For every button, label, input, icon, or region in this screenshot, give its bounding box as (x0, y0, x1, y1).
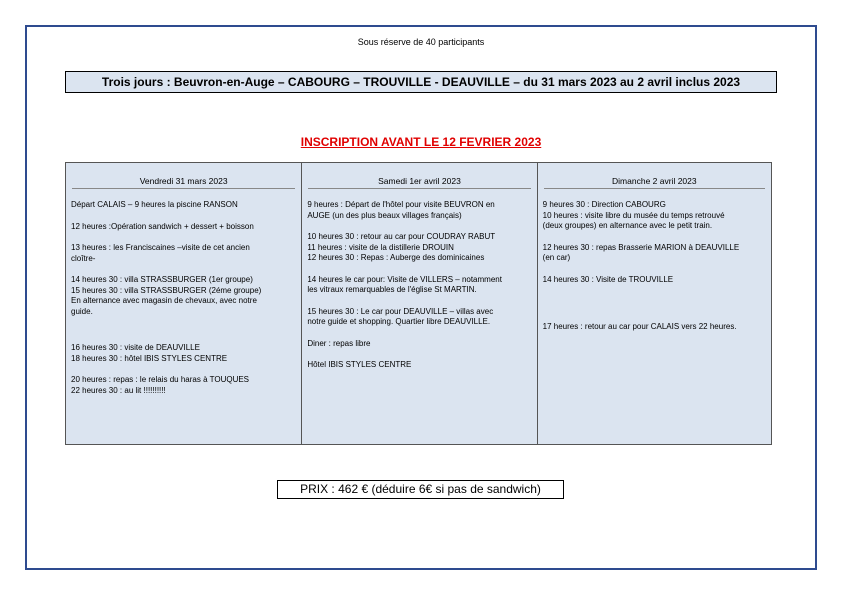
program-line: 10 heures : visite libre du musée du temps retrouvé (542, 210, 725, 220)
program-line: Hôtel IBIS STYLES CENTRE (307, 360, 412, 369)
program-line: 10 heures 30 : retour au car pour COUDRAY RABUT (307, 232, 496, 241)
program-line: 12 heures 30 : repas Brasserie MARION à DEAUVILLE (542, 242, 740, 252)
program-line: 14 heures 30 : Visite de TROUVILLE (542, 274, 674, 284)
day-header: Samedi 1er avril 2023 (308, 176, 530, 189)
registration-deadline: INSCRIPTION AVANT LE 12 FEVRIER 2023 (300, 135, 542, 149)
program-line: cloître- (71, 253, 96, 263)
program-line: AUGE (un des plus beaux villages français) (307, 210, 462, 220)
price-box: PRIX : 462 € (déduire 6€ si pas de sandwich) (277, 480, 564, 499)
program-line: 20 heures : repas : le relais du haras à TOUQUES (71, 375, 250, 384)
program-line: 15 heures 30 : Le car pour DEAUVILLE – villas avec (307, 306, 494, 316)
trip-title: Trois jours : Beuvron-en-Auge – CABOURG – TROUVILLE - DEAUVILLE – du 31 mars 2023 au 2 avril inclus 2023 (65, 71, 777, 93)
participants-note: Sous réserve de 40 participants (357, 37, 485, 47)
program-table (65, 162, 772, 445)
program-line: 17 heures : retour au car pour CALAIS vers 22 heures. (542, 322, 737, 331)
program-line: 16 heures 30 : visite de DEAUVILLE (71, 343, 200, 352)
program-line: 11 heures : visite de la distillerie DROUIN (307, 242, 454, 252)
program-line: 14 heures le car pour: Visite de VILLERS – notamment (307, 274, 502, 284)
program-line: guide. (71, 306, 93, 316)
day-column-sunday (537, 163, 771, 444)
program-line: En alternance avec magasin de chevaux, avec notre (71, 296, 257, 305)
program-line: Diner : repas libre (307, 338, 371, 348)
program-line: 15 heures 30 : villa STRASSBURGER (2éme groupe) (71, 285, 262, 295)
program-line: 14 heures 30 : villa STRASSBURGER (1er groupe) (71, 275, 253, 284)
program-line: 12 heures :Opération sandwich + dessert + boisson (71, 221, 254, 231)
program-line: (deux groupes) en alternance avec le petit train. (542, 221, 713, 230)
program-line: Départ CALAIS – 9 heures la piscine RANSON (71, 200, 238, 209)
program-line: 13 heures : les Franciscaines –visite de cet ancien (71, 243, 250, 252)
day-header: Vendredi 31 mars 2023 (72, 176, 295, 189)
program-line: 22 heures 30 : au lit !!!!!!!!!! (71, 385, 166, 395)
day-header: Dimanche 2 avril 2023 (544, 176, 765, 189)
program-line: notre guide et shopping. Quartier libre DEAUVILLE. (307, 317, 491, 326)
program-line: (en car) (542, 253, 571, 262)
day-column-friday (66, 163, 301, 444)
day-column-saturday (301, 163, 536, 444)
program-line: 18 heures 30 : hôtel IBIS STYLES CENTRE (71, 353, 228, 363)
program-line: les vitraux remarquables de l'église St MARTIN. (307, 285, 477, 294)
program-line: 9 heures : Départ de l'hôtel pour visite BEUVRON en (307, 200, 495, 209)
program-line: 9 heures 30 : Direction CABOURG (542, 200, 666, 209)
program-line: 12 heures 30 : Repas : Auberge des dominicaines (307, 253, 485, 262)
